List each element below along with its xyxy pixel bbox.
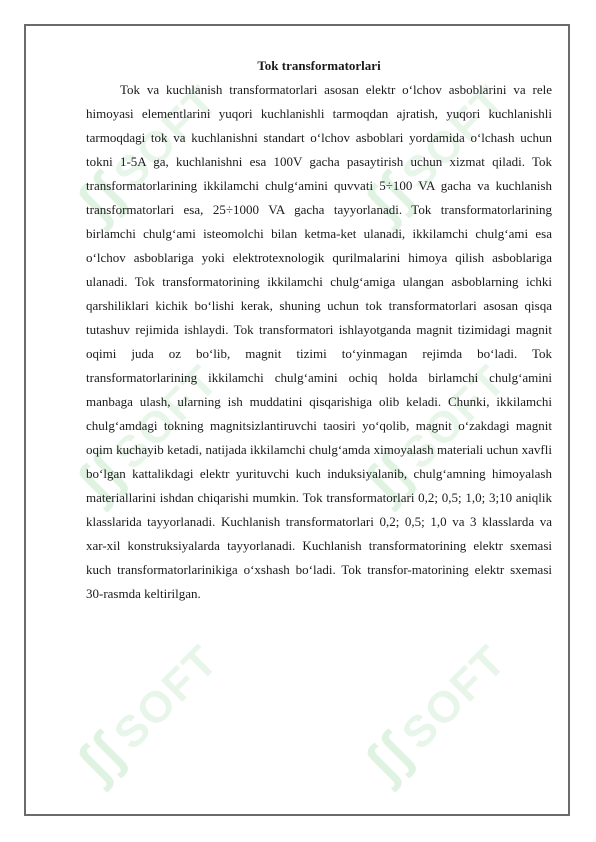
watermark-logo: ʃʃSOFT bbox=[65, 355, 229, 513]
document-title: Tok transformatorlari bbox=[257, 58, 381, 73]
watermark-mark-icon: ʃʃ bbox=[353, 722, 425, 793]
watermark-mark-icon: ʃʃ bbox=[65, 722, 137, 793]
body-paragraph: Tok va kuchlanish transformatorlari asosan elektr o‘lchov asboblarini va rele himoyasi elementlarini yuqori kuchlanishli tarmoqdan ajratish, yuqori kuchlanishli tarmoqdagi tok va kuchlanishni standart o‘lchov asboblari yordamida o‘lchash uchun tokni 1-5A ga, kuchlanishni esa 100V gacha pasaytirish uchun xizmat qiladi. Tok transformatorlarining ikkilamchi chulg‘amini quvvati 5÷100 VA gacha va kuchlanish transformatorlari esa, 25÷1000 VA gacha tayyorlanadi. Tok transformatorlarining birlamchi chulg‘ami isteomolchi bilan ketma-ket ulanadi, ikkilamchi chulg‘ami esa o‘lchov asboblariga yoki elektrotexnologik qurilmalarini himoya qilish asboblariga ulanadi. Tok transformatorining ikkilamchi chulg‘amiga ulangan asboblarning ichki qarshiliklari kichik bo‘lishi kerak, shuning uchun tok transformatorlari asosan qisqa tutashuv rejimida ishlaydi. Tok transformatori ishlayotganda magnit tizimidagi magnit oqimi juda oz bo‘lib, magnit tizimi to‘yinmagan rejimda bo‘ladi. Tok transformatorlarining ikkilamchi chulg‘amini ochiq holda birlamchi chulg‘amini manbaga ulash, ularning ish muddatini qisqarishiga olib keladi. Chunki, ikkilamchi chulg‘amdagi tokning magnitsizlantiruvchi taosiri yo‘qolib, magnit o‘zakdagi magnit oqim kuchayib ketadi, natijada ikkilamchi chulg‘amda ximoyalash materiali uchun xavfli bo‘lgan kattalikdagi elektr yurituvchi kuch induksiyalanib, chulg‘amning himoyalash materiallarini ishdan chiqarishi mumkin. Tok transformatorlari 0,2; 0,5; 1,0; 3;10 aniqlik klasslarida tayyorlanadi. Kuchlanish transformatorlari 0,2; 0,5; 1,0 va 3 klasslarda va xar-xil konstruksiyalarda tayyorlanadi. Kuchlanish transformatorining elektr sxemasi kuch transformatorlarinikiga o‘xshash bo‘ladi. Tok transfor-matorining elektr sxemasi 30-rasmda keltirilgan. bbox=[86, 82, 552, 601]
watermark-mark-icon: ʃʃ bbox=[65, 442, 137, 513]
watermark-logo: ʃʃSOFT bbox=[65, 75, 229, 233]
watermark-mark-icon: ʃʃ bbox=[353, 162, 425, 233]
watermark-logo: ʃʃSOFT bbox=[65, 635, 229, 793]
watermark-logo: ʃʃSOFT bbox=[353, 635, 517, 793]
document-content bbox=[86, 56, 552, 606]
watermark-logo: ʃʃSOFT bbox=[353, 355, 517, 513]
watermark-mark-icon: ʃʃ bbox=[65, 162, 137, 233]
watermark-logo: ʃʃSOFT bbox=[353, 75, 517, 233]
watermark-mark-icon: ʃʃ bbox=[353, 442, 425, 513]
